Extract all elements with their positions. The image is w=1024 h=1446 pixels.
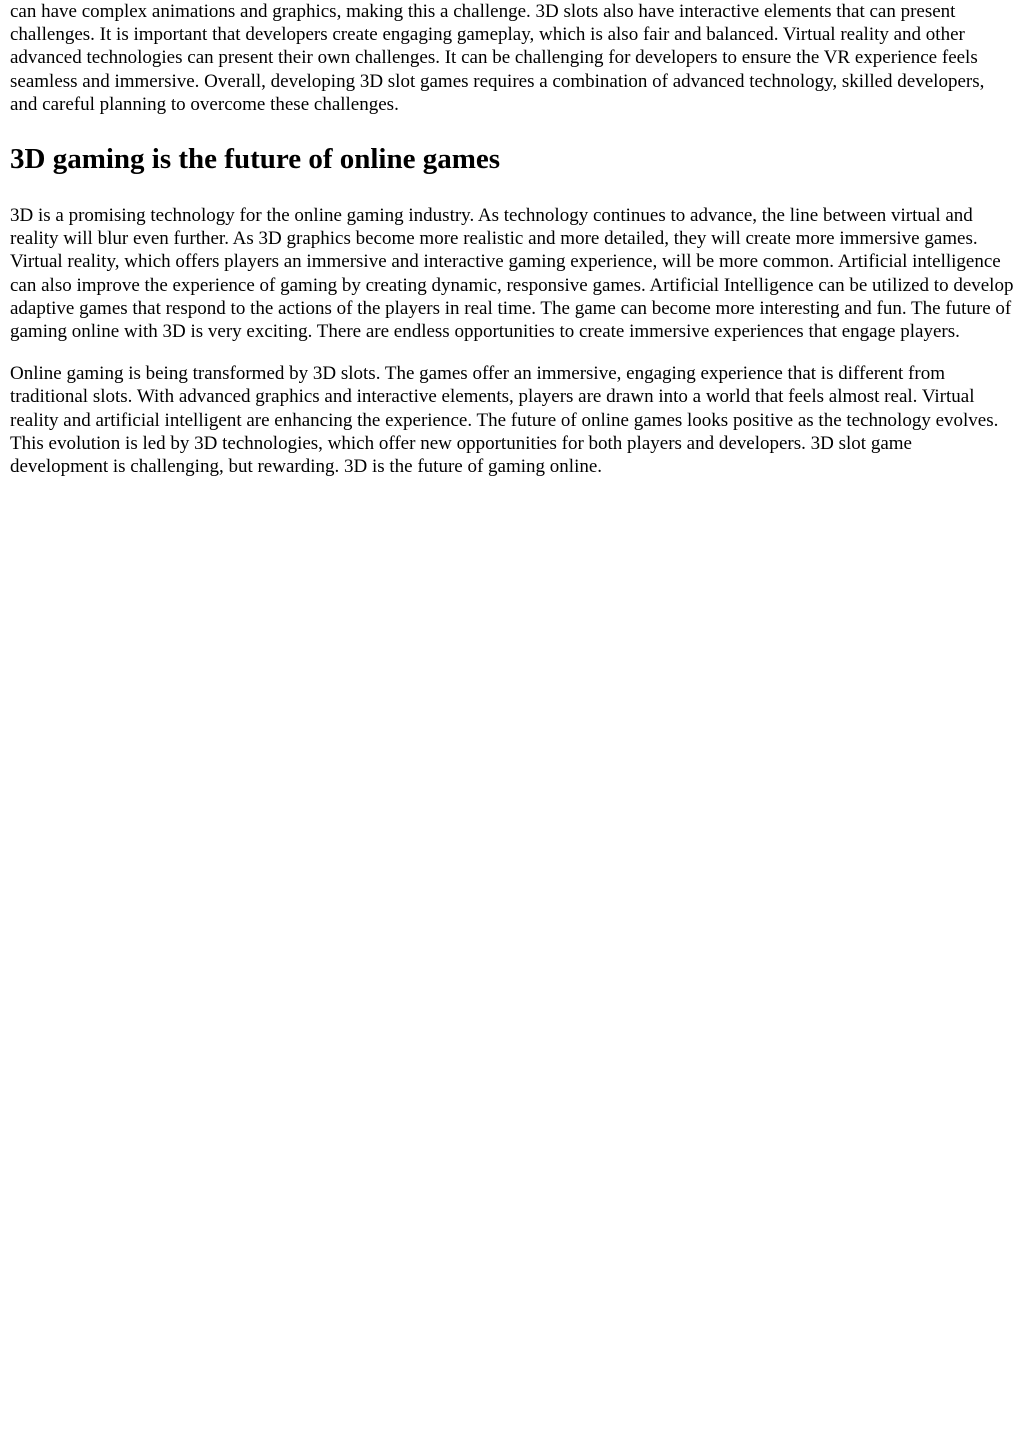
body-paragraph-2: Online gaming is being transformed by 3D slots. The games offer an immersive, engaging experience that is different from traditional slots. With advanced graphics and interactive elements, players are drawn into a world that feels almost real. Virtual reality and artificial intelligent are enhancing the experience. The future of online games looks positive as the technology evolves. This evolution is led by 3D technologies, which offer new opportunities for both players and developers. 3D slot game development is challenging, but rewarding. 3D is the future of gaming online.: [10, 363, 999, 478]
section-heading: 3D gaming is the future of online games: [10, 143, 501, 176]
article-page: [0, 0, 1024, 478]
intro-paragraph: can have complex animations and graphics, making this a challenge. 3D slots also have interactive elements that can present challenges. It is important that developers create engaging gameplay, which is also fair and balanced. Virtual reality and other advanced technologies can present their own challenges. It can be challenging for developers to ensure the VR experience feels seamless and immersive. Overall, developing 3D slot games requires a combination of advanced technology, skilled developers, and careful planning to overcome these challenges.: [10, 1, 985, 115]
body-paragraph-1: 3D is a promising technology for the online gaming industry. As technology continues to advance, the line between virtual and reality will blur even further. As 3D graphics become more realistic and more detailed, they will create more immersive games. Virtual reality, which offers players an immersive and interactive gaming experience, will be more common. Artificial intelligence can also improve the experience of gaming by creating dynamic, responsive games. Artificial Intelligence can be utilized to develop adaptive games that respond to the actions of the players in real time. The game can become more interesting and fun. The future of gaming online with 3D is very exciting. There are endless opportunities to create immersive experiences that engage players.: [10, 205, 1014, 343]
